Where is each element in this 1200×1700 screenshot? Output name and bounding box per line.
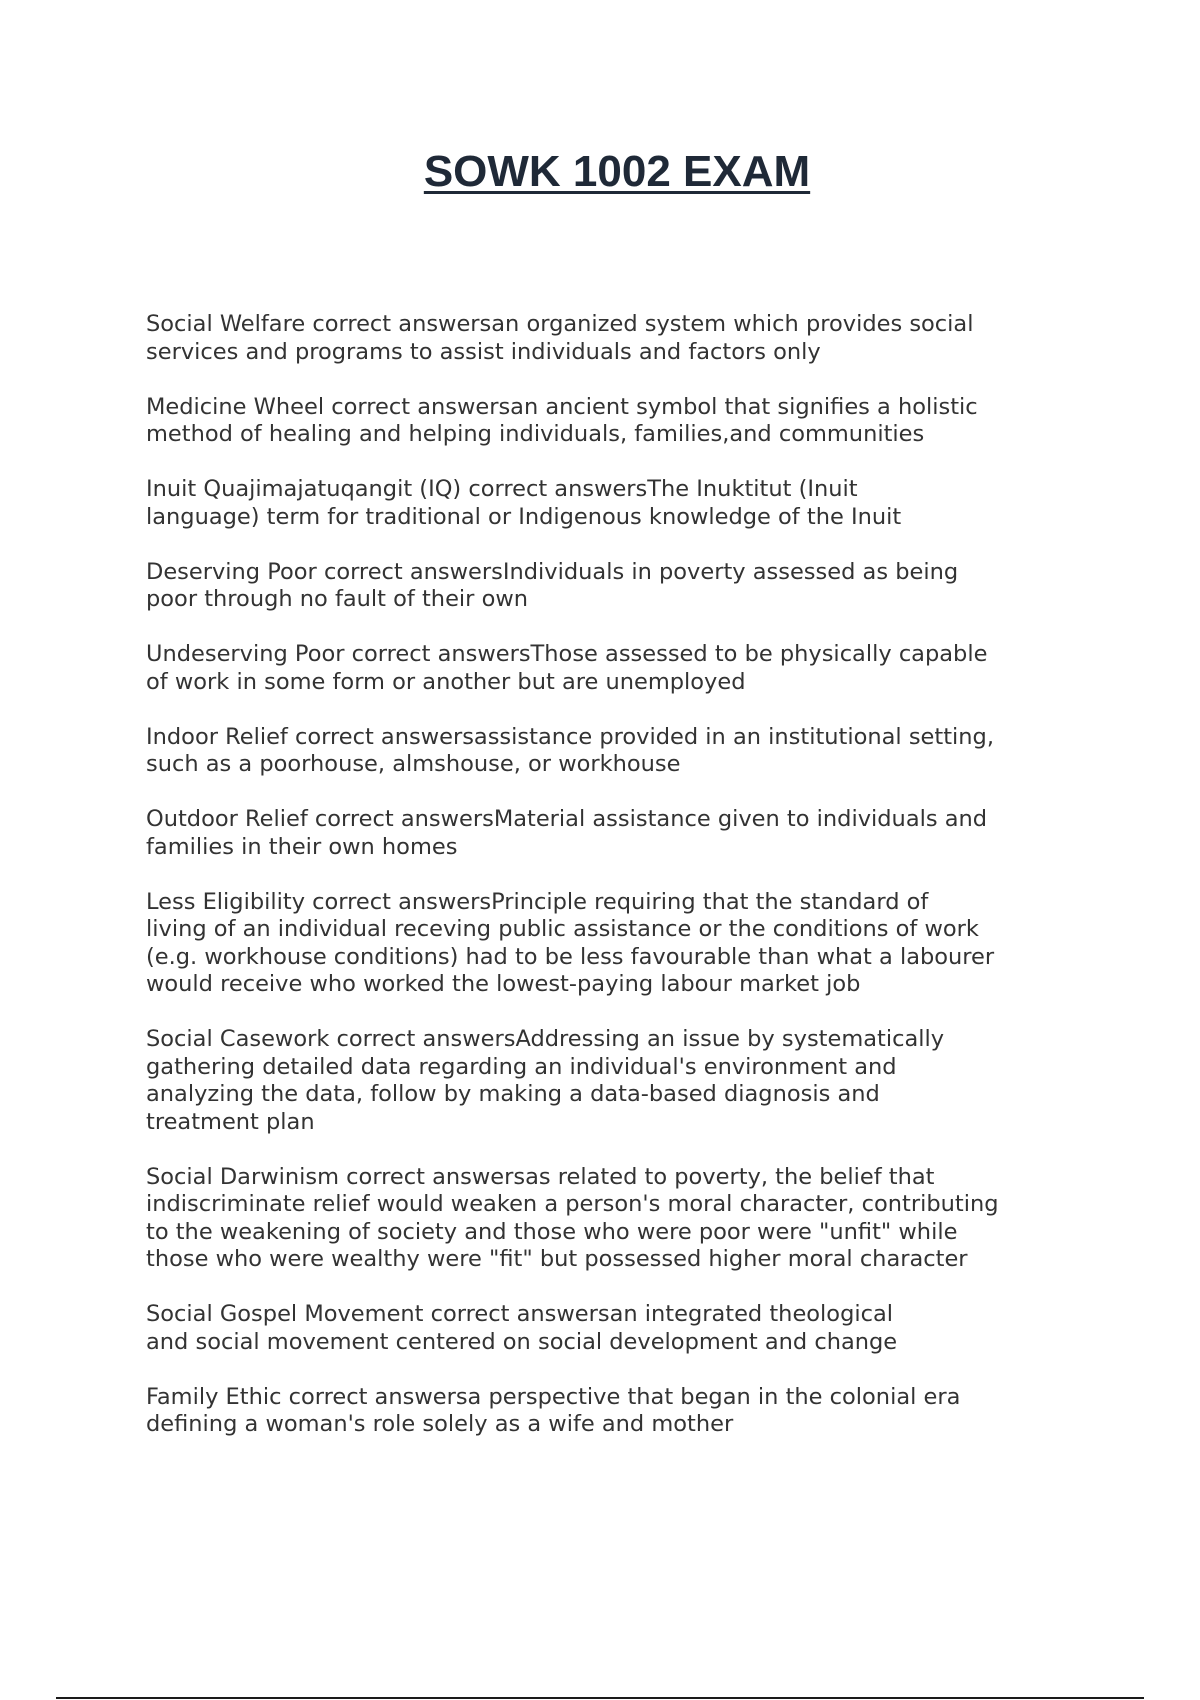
term-entry: Family Ethic correct answersa perspective that began in the colonial era defining a woman's role solely as a wife and mother (146, 1383, 961, 1437)
term-list (146, 311, 1076, 1466)
term-entry: Inuit Quajimajatuqangit (IQ) correct answersThe Inuktitut (Inuit language) term for traditional or Indigenous knowledge of the Inuit (146, 476, 902, 530)
term-entry: Social Darwinism correct answersas related to poverty, the belief that indiscriminate relief would weaken a person's moral character, contributing to the weakening of society and those who were poor were "unfit" while those who were wealthy were "fit" but possessed higher moral character (146, 1163, 999, 1272)
term-entry: Medicine Wheel correct answersan ancient symbol that signifies a holistic method of healing and helping individuals, families,and communities (146, 393, 978, 447)
term-entry: Deserving Poor correct answersIndividuals in poverty assessed as being poor through no fault of their own (146, 558, 959, 612)
page-title: SOWK 1002 EXAM (423, 147, 811, 196)
term-entry: Social Gospel Movement correct answersan integrated theological and social movement centered on social development and change (146, 1301, 898, 1355)
term-entry: Social Casework correct answersAddressing an issue by systematically gathering detailed data regarding an individual's environment and analyzing the data, follow by making a data-based diagnosis and treatment plan (146, 1026, 945, 1135)
footer-divider (56, 1697, 1144, 1699)
term-entry: Outdoor Relief correct answersMaterial assistance given to individuals and families in their own homes (146, 806, 988, 860)
term-entry: Undeserving Poor correct answersThose assessed to be physically capable of work in some form or another but are unemployed (146, 641, 988, 695)
term-entry: Social Welfare correct answersan organized system which provides social services and programs to assist individuals and factors only (146, 311, 974, 365)
term-entry: Less Eligibility correct answersPrinciple requiring that the standard of living of an individual receving public assistance or the conditions of work (e.g. workhouse conditions) had to be less favourable than what a labourer would receive who worked the lowest-paying labour market job (146, 888, 995, 997)
term-entry: Indoor Relief correct answersassistance provided in an institutional setting, such as a poorhouse, almshouse, or workhouse (146, 723, 994, 777)
